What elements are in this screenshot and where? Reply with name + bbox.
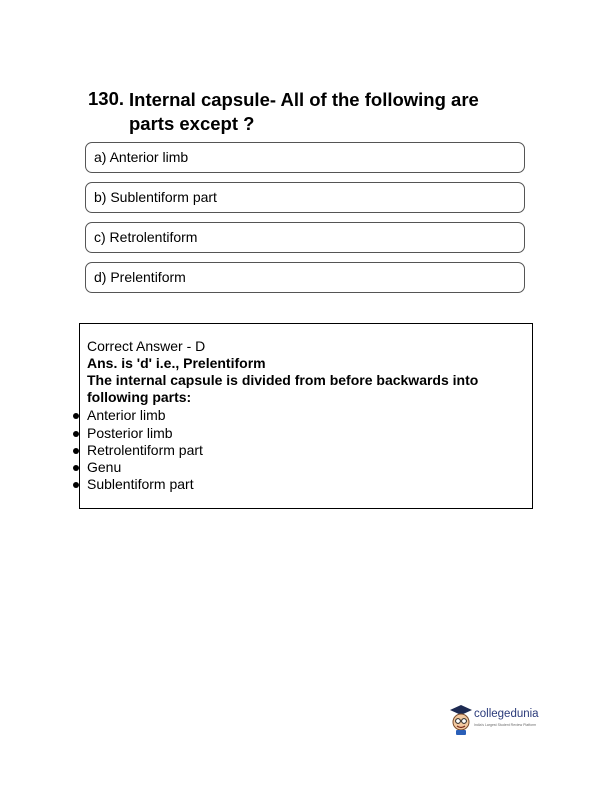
option-d[interactable]: d) Prelentiform bbox=[85, 262, 525, 293]
question-text: Internal capsule- All of the following are parts except ? bbox=[129, 89, 479, 134]
answer-line: Ans. is 'd' i.e., Prelentiform bbox=[87, 355, 266, 371]
option-a[interactable]: a) Anterior limb bbox=[85, 142, 525, 173]
logo-wordmark: collegedunia bbox=[474, 708, 539, 720]
part-item: Genu bbox=[87, 459, 122, 475]
logo-tagline: India's Largest Student Review Platform bbox=[474, 723, 537, 727]
correct-answer: Correct Answer - D bbox=[87, 338, 206, 354]
question-number: 130. bbox=[88, 88, 125, 109]
bullet-dot bbox=[73, 431, 79, 437]
collegedunia-logo-icon bbox=[448, 702, 474, 736]
part-item: Retrolentiform part bbox=[87, 442, 203, 458]
bullet-dot bbox=[73, 448, 79, 454]
part-item: Anterior limb bbox=[87, 407, 166, 423]
option-b[interactable]: b) Sublentiform part bbox=[85, 182, 525, 213]
bullet-dot bbox=[73, 482, 79, 488]
part-item: Posterior limb bbox=[87, 425, 173, 441]
bullet-dot bbox=[73, 465, 79, 471]
part-item: Sublentiform part bbox=[87, 476, 194, 492]
answer-intro: The internal capsule is divided from before backwards into following parts: bbox=[87, 372, 479, 405]
bullet-dot bbox=[73, 413, 79, 419]
option-c[interactable]: c) Retrolentiform bbox=[85, 222, 525, 253]
